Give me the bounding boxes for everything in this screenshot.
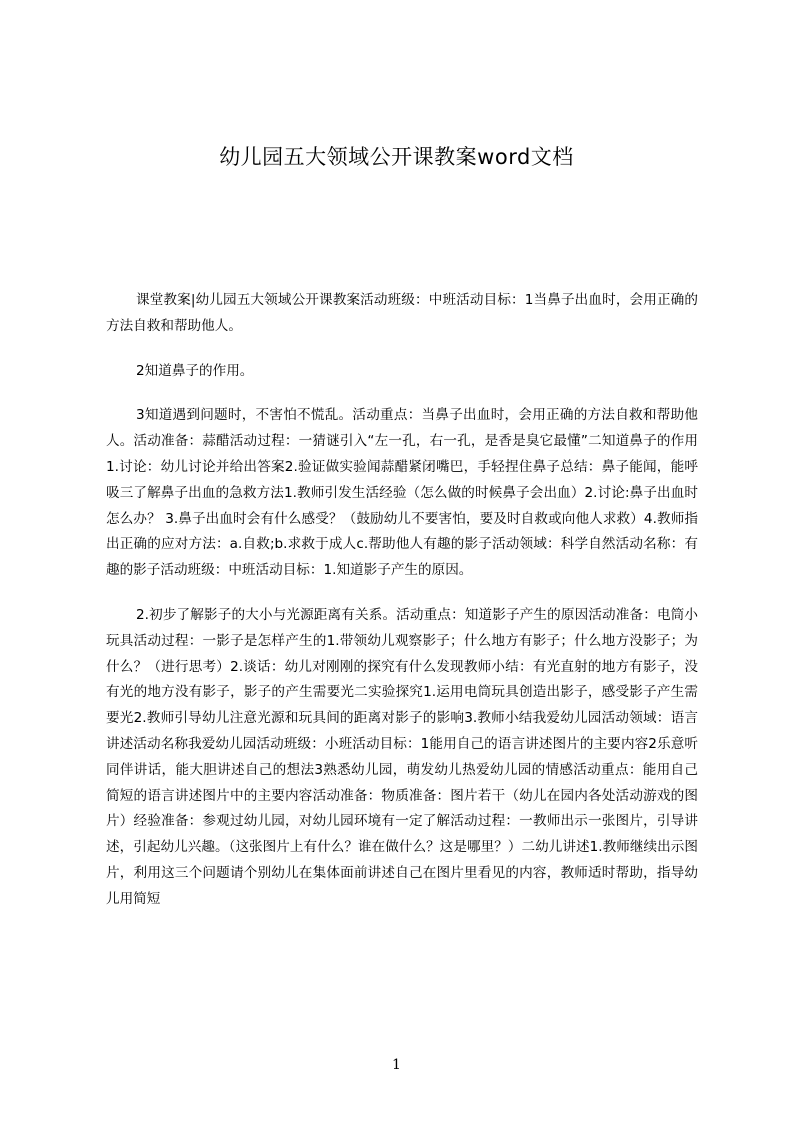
paragraph-3: 3知道遇到问题时，不害怕不慌乱。活动重点：当鼻子出血时，会用正确的方法自救和帮助他人。活动准备：蒜醋活动过程：一猜谜引入“左一孔，右一孔，是香是臭它最懂”二知道鼻子的作用1.讨论：幼儿讨论并给出答案2.验证做实验闻蒜醋紧闭嘴巴，手轻捏住鼻子总结：鼻子能闻，能呼吸三了解鼻子出血的急救方法1.教师引发生活经验（怎么做的时候鼻子会出血）2.讨论:鼻子出血时怎么办？ 3.鼻子出血时会有什么感受？（鼓励幼儿不要害怕，要及时自救或向他人求救）4.教师指出正确的应对方法：a.自救;b.求救于成人c.帮助他人有趣的影子活动领域：科学自然活动名称：有趣的影子活动班级：中班活动目标：1.知道影子产生的原因。: [106, 407, 698, 579]
paragraph-1: 课堂教案|幼儿园五大领域公开课教案活动班级：中班活动目标：1当鼻子出血时，会用正确的方法自救和帮助他人。: [106, 292, 698, 334]
paragraph-2: 2知道鼻子的作用。: [136, 362, 254, 379]
document-title: 幼儿园五大领域公开课教案word文档: [219, 145, 574, 169]
document-body: [106, 288, 698, 913]
page-number: 1: [392, 1057, 401, 1073]
paragraph-4: 2.初步了解影子的大小与光源距离有关系。活动重点：知道影子产生的原因活动准备：电筒小玩具活动过程：一影子是怎样产生的1.带领幼儿观察影子；什么地方有影子；什么地方没影子；为什么？（进行思考）2.谈话：幼儿对刚刚的探究有什么发现教师小结：有光直射的地方有影子，没有光的地方没有影子，影子的产生需要光二实验探究1.运用电筒玩具创造出影子，感受影子产生需要光2.教师引导幼儿注意光源和玩具间的距离对影子的影响3.教师小结我爱幼儿园活动领域：语言讲述活动名称我爱幼儿园活动班级：小班活动目标：1能用自己的语言讲述图片的主要内容2乐意听同伴讲话，能大胆讲述自己的想法3熟悉幼儿园，萌发幼儿热爱幼儿园的情感活动重点：能用自己简短的语言讲述图片中的主要内容活动准备：物质准备：图片若干（幼儿在园内各处活动游戏的图片）经验准备：参观过幼儿园，对幼儿园环境有一定了解活动过程：一教师出示一张图片，引导讲述，引起幼儿兴趣。（这张图片上有什么？谁在做什么？这是哪里？）二幼儿讲述1.教师继续出示图片，利用这三个问题请个别幼儿在集体面前讲述自己在图片里看见的内容，教师适时帮助，指导幼儿用简短: [106, 606, 698, 907]
